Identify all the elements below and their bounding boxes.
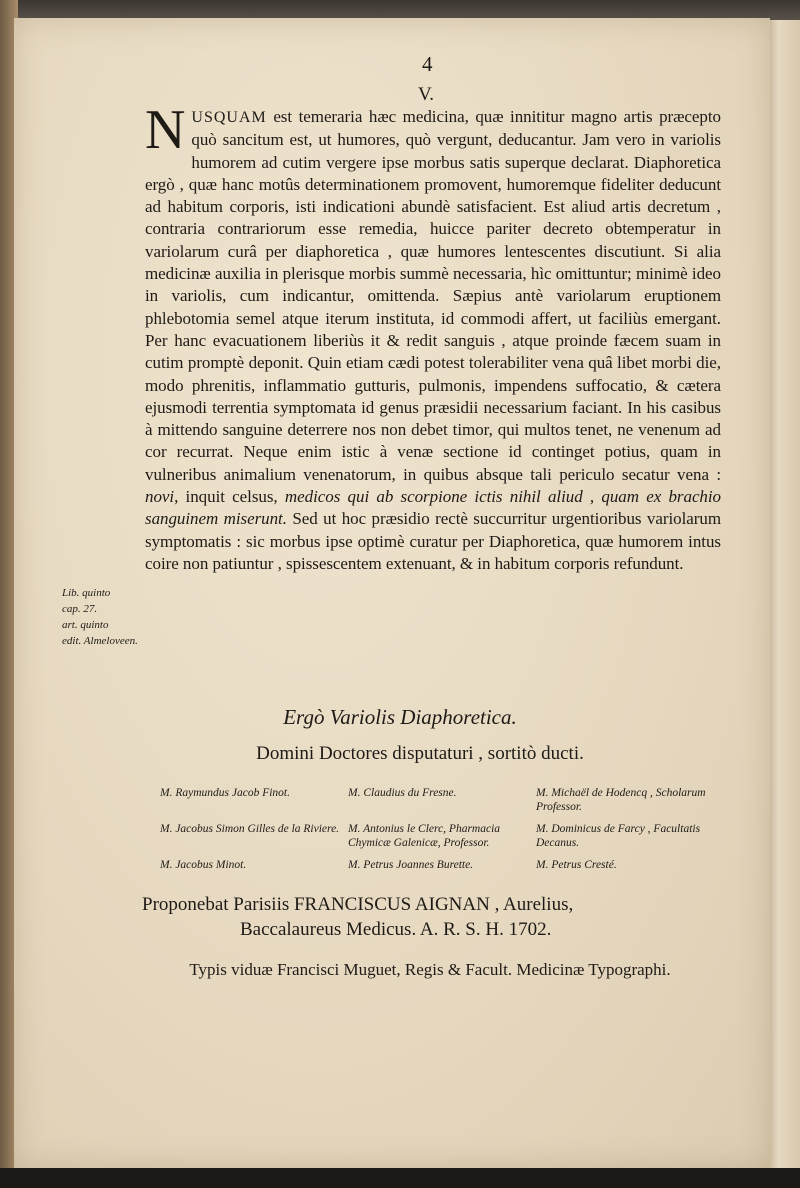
disputants-heading: Domini Doctores disputaturi , sortitò ducti. bbox=[256, 743, 584, 764]
margin-note-line: edit. Almeloveen. bbox=[62, 635, 138, 647]
proponebat bbox=[142, 892, 722, 942]
page-number: 4 bbox=[422, 52, 433, 76]
paragraph-text: est temeraria hæc medicina, quæ innititur magno artis præcepto quò sancitum est, ut humores, quò vergunt, deducantur. Jam vero in variolis humorem ad cutim vergere ipse morbus satis superque declarat. Diaphoretica ergò , quæ hanc motûs determinationem promovent, humoremque fideliter deducunt ad habitum corporis, isti indicationi abundè satisfacient. Est aliud artis decretum , contraria contrariorum esse remedia, huicce pariter decreto obtemperatur in variolarum curâ per diaphoretica , quæ humores lentescentes discutiunt. Si alia medicinæ auxilia in plerisque morbis summè necessaria, hìc omittuntur; minimè ideo in variolis, cum indicantur, omittenda. Sæpius antè variolarum eruptionem phlebotomia semel atque iterum instituta, id commodi affert, ut faciliùs emergant. Per hanc evacuationem liberiùs it & redit sanguis , atque proinde fæcem suam in cutim promptè deponit. Quin etiam cædi potest tolerabiliter vena quâ libet morbi die, modo phrenitis, inflammatio gutturis, pulmonis, impendens suffocatio, & cætera ejusmodi terrentia symptomata id genus præsidii necessarium faciant. In his casibus à mittendo sanguine deterrere nos non debet timor, qui multos tenet, ne venenum ad cor recurrat. Neque enim istic à venæ sectione id continget potius, quam in vulneribus animalium venenatorum, in quibus absque tali periculo secatur vena : bbox=[145, 107, 721, 484]
conclusion: Ergò Variolis Diaphoretica. bbox=[283, 705, 517, 729]
paragraph-end: Sed ut hoc præsidio rectè succurritur urgentioribus variolarum symptomatis : sic morbus ipse optimè curatur per Diaphoretica, quæ humorem intus coire non patiuntur , spissescentem extenuant, & in habitum corporis refundunt. bbox=[145, 509, 721, 573]
margin-note-line: Lib. quinto bbox=[62, 587, 111, 599]
celsus-quote: medicos qui ab scorpione ictis nihil aliud , quam ex brachio sanguinem miserunt. bbox=[145, 487, 722, 529]
proponebat-line2: Baccalaureus Medicus. A. R. S. H. 1702. bbox=[240, 919, 552, 940]
disputant: M. Michaël de Hodencq , Scholarum Professor. bbox=[536, 787, 706, 813]
novi-word: novi bbox=[145, 487, 175, 507]
disputant: M. Claudius du Fresne. bbox=[348, 787, 457, 799]
margin-note-line: art. quinto bbox=[62, 619, 109, 631]
proponebat-line1: Proponebat Parisiis FRANCISCUS AIGNAN , Aurelius, bbox=[142, 894, 574, 915]
margin-note-line: cap. 27. bbox=[62, 603, 98, 615]
main-paragraph bbox=[145, 99, 722, 575]
printer-imprint: Typis viduæ Francisci Muguet, Regis & Facult. Medicinæ Typographi. bbox=[189, 960, 671, 979]
first-word: USQUAM bbox=[191, 109, 267, 126]
disputant: M. Dominicus de Farcy , Facultatis Decanus. bbox=[536, 823, 701, 849]
disputant: M. Jacobus Simon Gilles de la Riviere. bbox=[160, 823, 340, 835]
disputant: M. Petrus Joannes Burette. bbox=[348, 859, 474, 871]
section-number: V. bbox=[418, 84, 435, 105]
margin-note bbox=[62, 585, 142, 649]
disputant: M. Antonius le Clerc, Pharmacia Chymicæ Galenicæ, Professor. bbox=[348, 823, 501, 849]
disputant: M. Raymundus Jacob Finot. bbox=[160, 787, 290, 799]
inquit-celsus: , inquit celsus, bbox=[174, 487, 278, 507]
disputant: M. Jacobus Minot. bbox=[160, 859, 247, 871]
book-bottom-edge bbox=[0, 1168, 800, 1188]
disputant: M. Petrus Cresté. bbox=[536, 859, 617, 871]
disputants-list bbox=[160, 786, 720, 872]
drop-cap: N bbox=[145, 99, 186, 161]
